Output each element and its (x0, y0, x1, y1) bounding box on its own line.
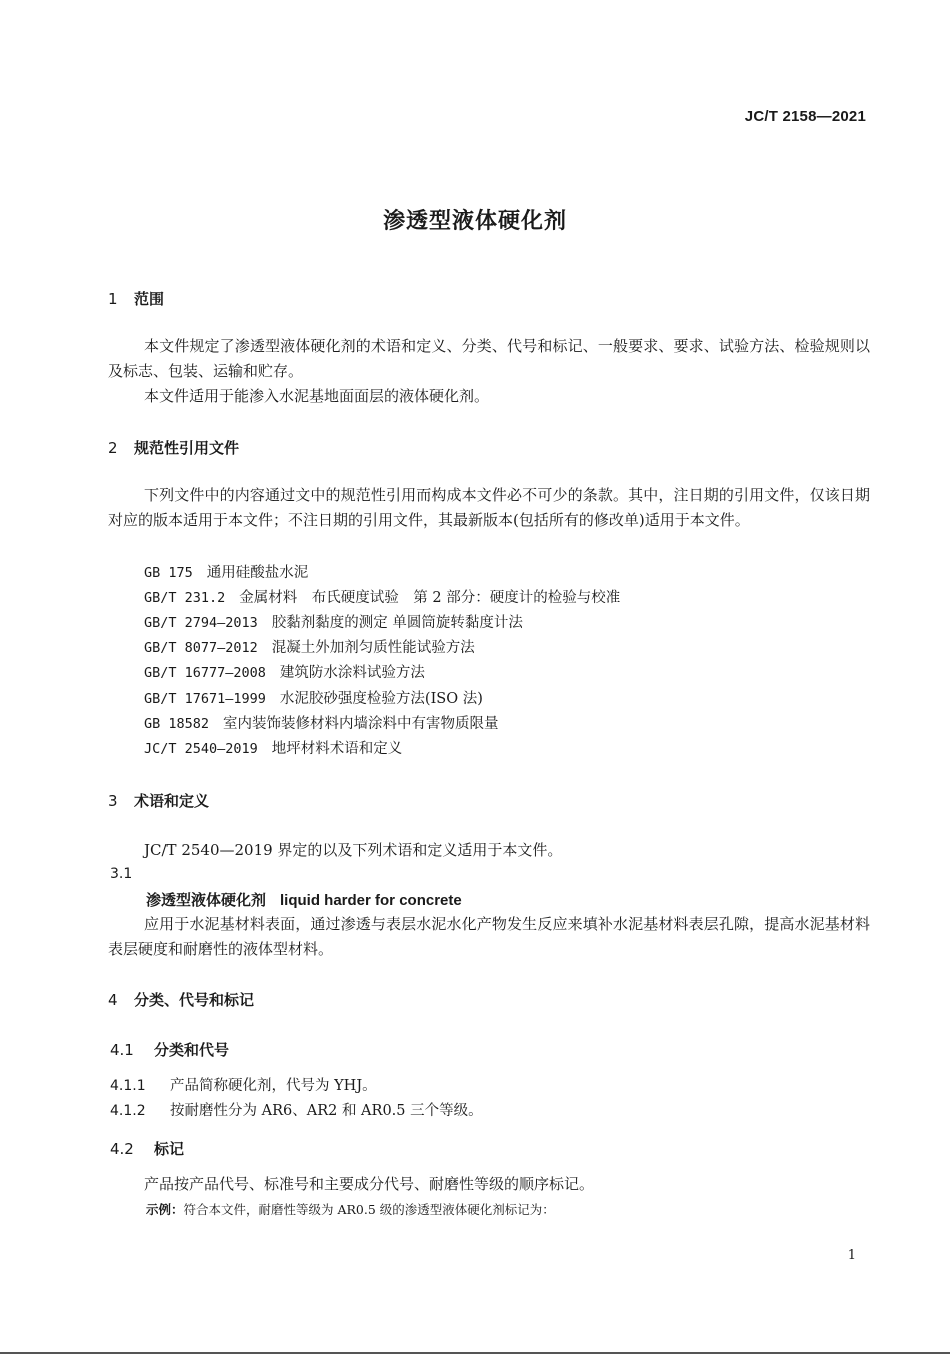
standard-code: JC/T 2158—2021 (744, 108, 866, 125)
reference-title: 胶黏剂黏度的测定 单圆筒旋转黏度计法 (271, 615, 523, 631)
marking-paragraph: 产品按产品代号、标准号和主要成分代号、耐磨性等级的顺序标记。 (144, 1175, 595, 1193)
scope-paragraph-1: 本文件规定了渗透型液体硬化剂的术语和定义、分类、代号和标记、一般要求、要求、试验方法、检验规则以及标志、包装、运输和贮存。 (108, 337, 870, 380)
section-title: 范围 (134, 290, 165, 308)
section-number: 3 (108, 792, 118, 810)
example-line (146, 1200, 555, 1218)
subsection-number: 4.1 (110, 1041, 134, 1059)
subsection-number: 4.2 (110, 1140, 134, 1158)
term-definition: 应用于水泥基材料表面，通过渗透与表层水泥水化产物发生反应来填补水泥基材料表层孔隙，提高水泥基材料表层硬度和耐磨性的液体型材料。 (108, 915, 870, 958)
item-number: 4.1.2 (110, 1103, 146, 1119)
subsection-title: 标记 (154, 1140, 185, 1158)
section-number: 1 (108, 290, 118, 308)
subsection-title: 分类和代号 (154, 1041, 230, 1059)
reference-item (144, 561, 308, 582)
reference-title: 通用硅酸盐水泥 (206, 565, 309, 581)
item-number: 4.1.1 (110, 1078, 146, 1094)
reference-item (144, 712, 499, 733)
term-number: 3.1 (110, 866, 133, 882)
scope-paragraph-2: 本文件适用于能渗入水泥基地面面层的液体硬化剂。 (144, 387, 490, 405)
item-text: 按耐磨性分为 AR6、AR2 和 AR0.5 三个等级。 (170, 1103, 483, 1119)
reference-item (144, 586, 620, 607)
term-heading (146, 889, 462, 910)
section-3-heading (108, 790, 209, 811)
section-title: 术语和定义 (134, 792, 210, 810)
reference-title: 水泥胶砂强度检验方法(ISO 法) (279, 691, 483, 707)
terms-intro-paragraph: JC/T 2540—2019 界定的以及下列术语和定义适用于本文件。 (144, 841, 563, 859)
reference-code: GB/T 17671—1999 (144, 691, 266, 707)
item-4-1-1 (110, 1074, 377, 1095)
section-2-heading (108, 437, 239, 458)
reference-item (144, 687, 483, 708)
bottom-border-line (0, 1352, 950, 1354)
reference-title: 金属材料 布氏硬度试验 第 2 部分：硬度计的检验与校准 (239, 590, 621, 606)
reference-code: GB/T 2794—2013 (144, 615, 258, 631)
reference-title: 地坪材料术语和定义 (271, 741, 403, 757)
reference-item (144, 636, 475, 657)
reference-title: 混凝土外加剂匀质性能试验方法 (271, 640, 475, 656)
reference-item (144, 737, 402, 758)
page-number: 1 (847, 1248, 856, 1263)
item-4-1-2 (110, 1099, 483, 1120)
reference-code: GB/T 8077—2012 (144, 640, 258, 656)
section-1-heading (108, 288, 164, 309)
reference-title: 建筑防水涂料试验方法 (279, 665, 425, 681)
reference-item (144, 661, 425, 682)
reference-item (144, 611, 523, 632)
reference-code: JC/T 2540—2019 (144, 741, 258, 757)
section-title: 分类、代号和标记 (134, 991, 255, 1009)
reference-code: GB/T 16777—2008 (144, 665, 266, 681)
subsection-4-1-heading (110, 1039, 229, 1060)
section-number: 2 (108, 439, 118, 457)
example-text: 符合本文件，耐磨性等级为 AR0.5 级的渗透型液体硬化剂标记为： (183, 1202, 555, 1217)
document-title: 渗透型液体硬化剂 (382, 209, 567, 234)
subsection-4-2-heading (110, 1138, 184, 1159)
example-label: 示例： (146, 1202, 184, 1217)
section-4-heading (108, 989, 254, 1010)
term-english: liquid harder for concrete (280, 892, 462, 909)
reference-code: GB/T 231.2 (144, 590, 226, 606)
normative-references-paragraph: 下列文件中的内容通过文中的规范性引用而构成本文件必不可少的条款。其中，注日期的引用文件，仅该日期对应的版本适用于本文件；不注日期的引用文件，其最新版本(包括所有的修改单)适用于本文件。 (108, 486, 870, 529)
reference-title: 室内装饰装修材料内墙涂料中有害物质限量 (223, 716, 499, 732)
section-title: 规范性引用文件 (134, 439, 240, 457)
reference-code: GB 18582 (144, 716, 210, 732)
term-chinese: 渗透型液体硬化剂 (146, 891, 267, 909)
reference-code: GB 175 (144, 565, 193, 581)
item-text: 产品简称硬化剂，代号为 YHJ。 (170, 1078, 377, 1094)
section-number: 4 (108, 991, 118, 1009)
